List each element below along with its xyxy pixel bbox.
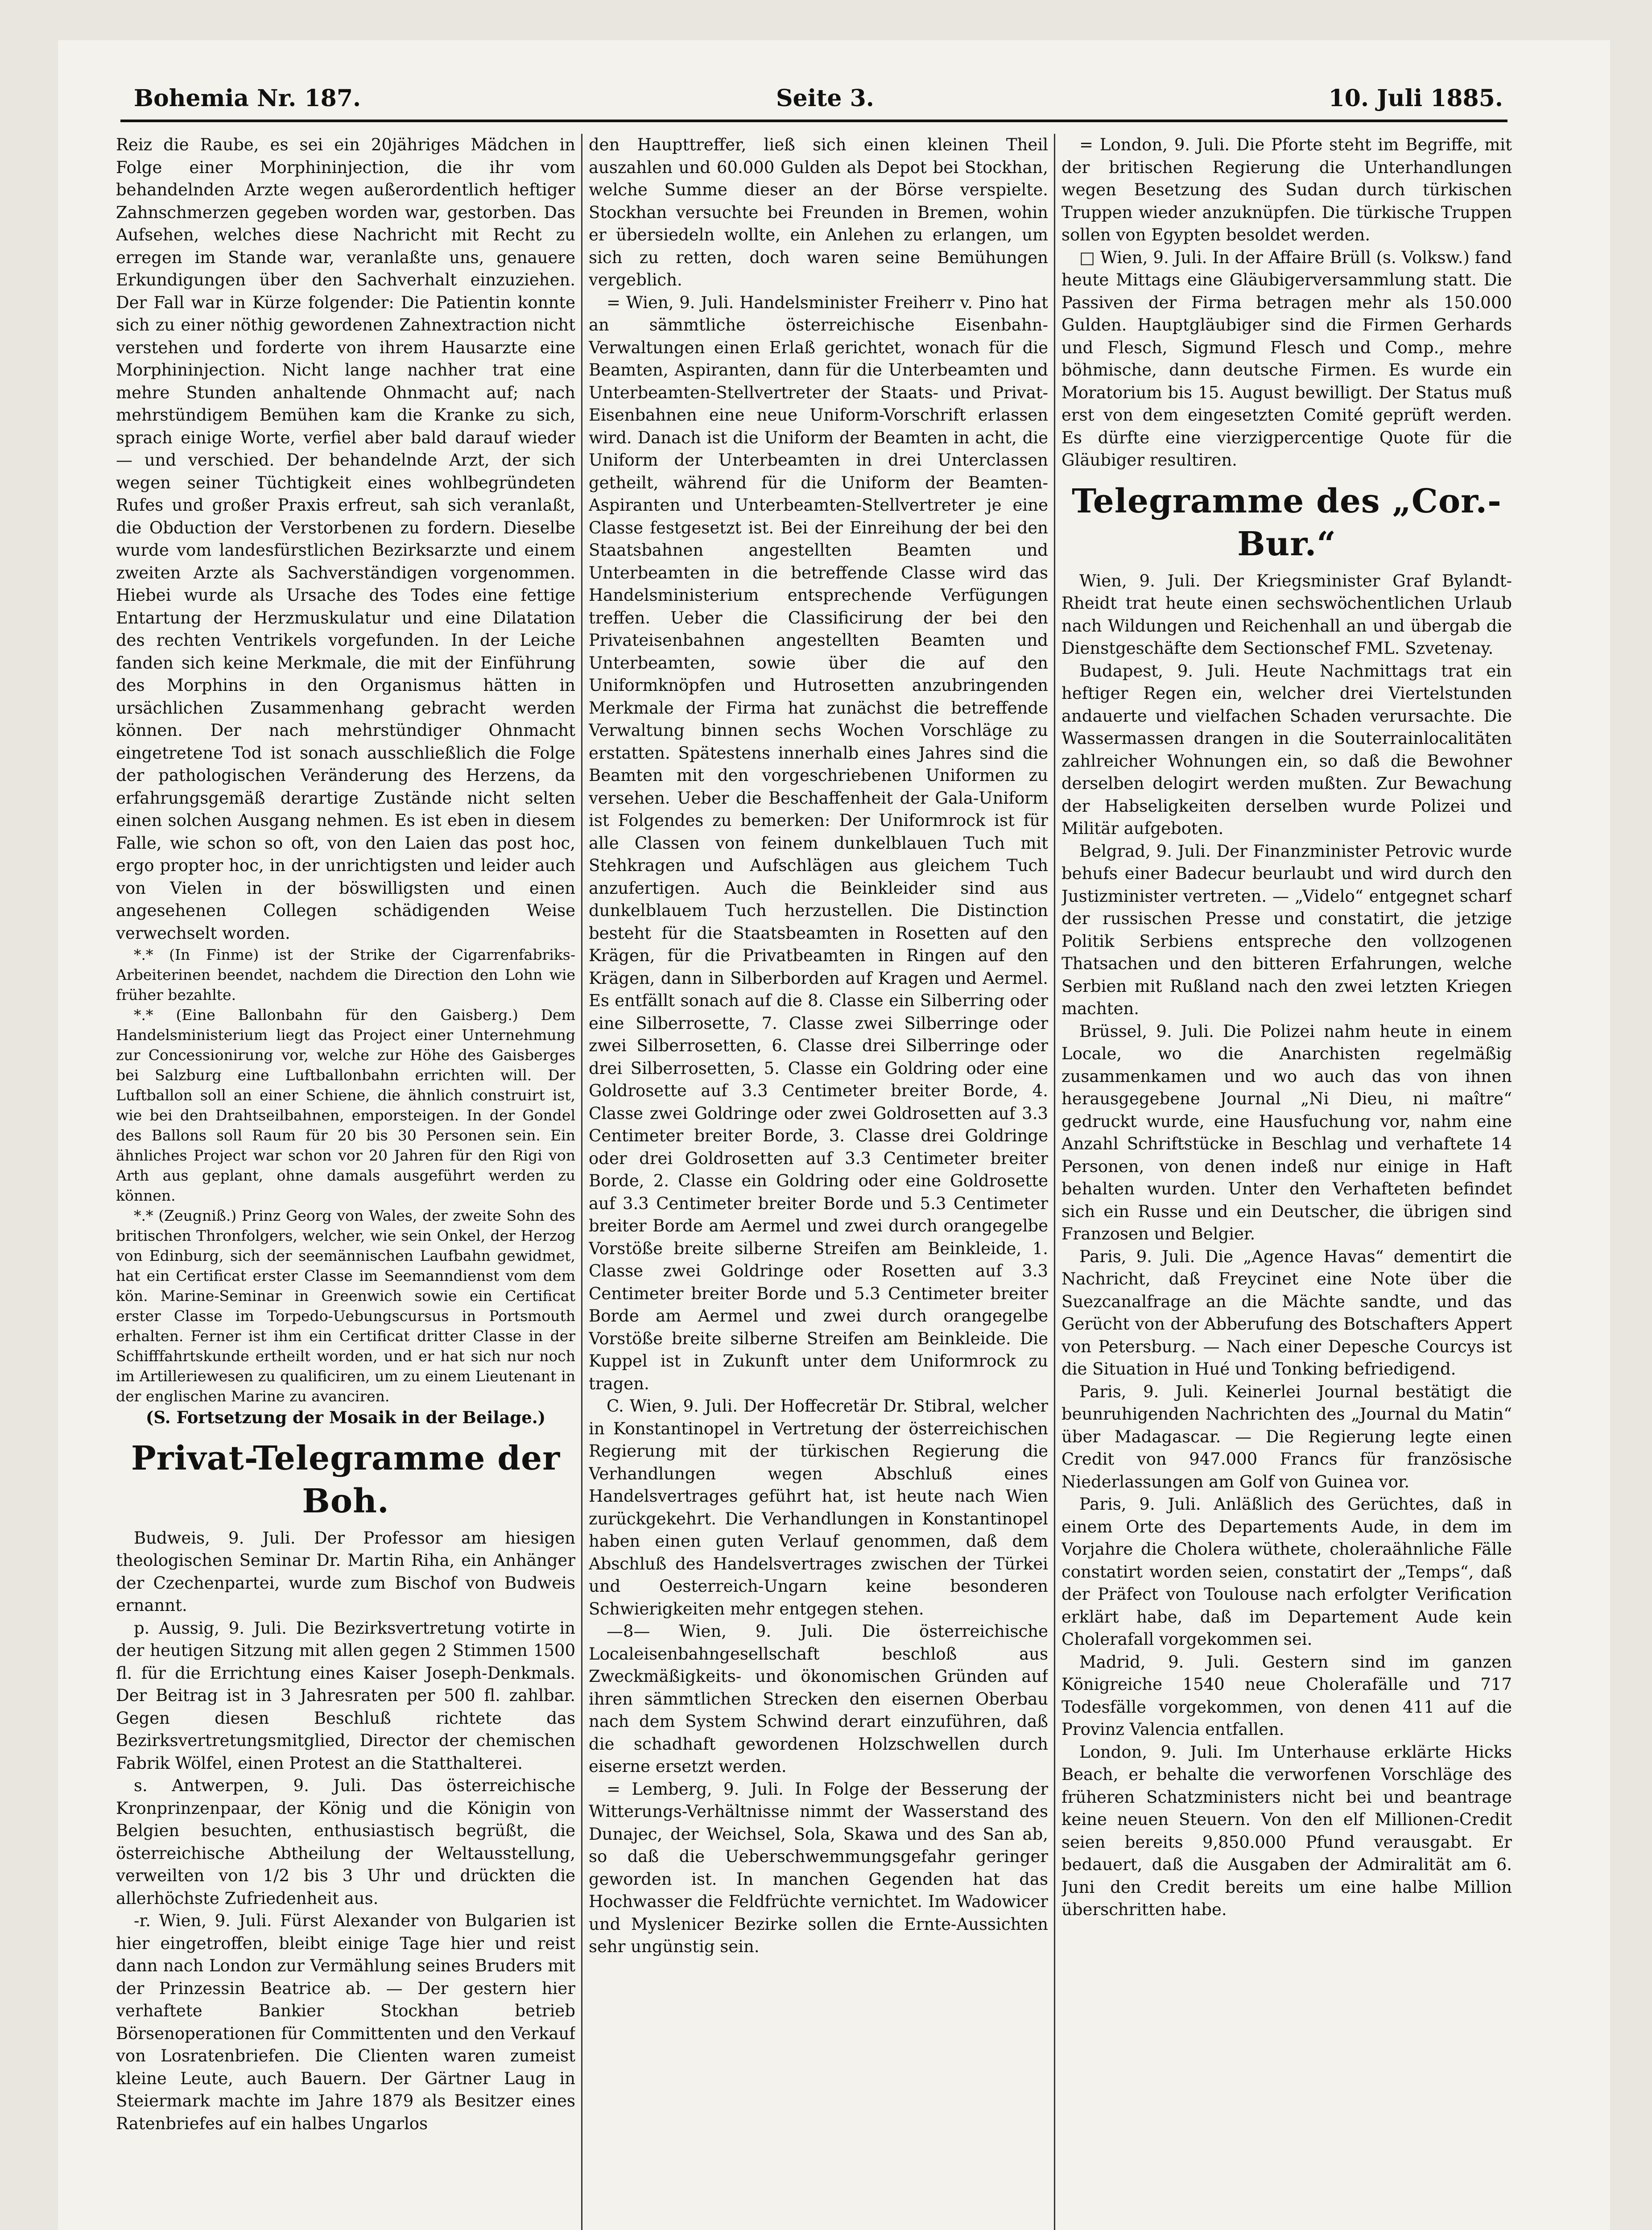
telegram: Belgrad, 9. Juli. Der Finanzminister Petrovic wurde behufs einer Badecur beurlaubt und wird durch den Justizminister vertreten. — „Videlo“ entgegnet scharf der russischen Presse und constatirt, die jetzige Politik Serbiens entspreche den vollzogenen Thatsachen und den bitteren Erfahrungen, welche Serbien mit Rußland nach den zwei letzten Kriegen machten. [1061, 841, 1512, 1018]
column-divider [581, 134, 582, 2230]
header-page-number: Seite 3. [776, 85, 874, 112]
column-2 [589, 134, 1048, 2230]
header-rule [120, 120, 1507, 122]
telegram: = Wien, 9. Juli. Handelsminister Freiherr v. Pino hat an sämmtliche österreichische Eisenbahn-Verwaltungen einen Erlaß gerichtet, wonach für die Beamten, Aspiranten, dann für die Unterbeamten und Unterbeamten-Stellvertreter der Staats- und Privat-Eisenbahnen eine neue Uniform-Vorschrift erlassen wird. Danach ist die Uniform der Beamten in acht, die Uniform der Unterbeamten in drei Unterclassen getheilt, während für die Uniform der Beamten-Aspiranten und Unterbeamten-Stellvertreter je eine Classe festgesetzt ist. Bei der Einreihung der bei den Staatsbahnen angestellten Beamten und Unterbeamten in die betreffende Classe wird das Handelsministerium entsprechende Verfügungen treffen. Ueber die Classificirung der bei den Privateisenbahnen angestellten Beamten und Unterbeamten, sowie über die auf den Uniformknöpfen und Hutrosetten anzubringenden Merkmale der Firma hat zunächst die betreffende Verwaltung binnen sechs Wochen Vorschläge zu erstatten. Spätestens innerhalb eines Jahres sind die Beamten mit den vorgeschriebenen Uniformen zu versehen. Ueber die Beschaffenheit der Gala-Uniform ist Folgendes zu bemerken: Der Uniformrock ist für alle Classen von feinem dunkelblauen Tuch mit Stehkragen und Aufschlägen aus gleichem Tuch anzufertigen. Auch die Beinkleider sind aus dunkelblauem Tuch herzustellen. Die Distinction besteht für die Staatsbeamten in Rosetten auf den Krägen, für die Privatbeamten in Ringen auf den Krägen, dann in Silberborden auf Kragen und Aermel. Es entfällt sonach auf die 8. Classe ein Silberring oder eine Silberrosette, 7. Classe zwei Silberringe oder zwei Silberrosetten, 6. Classe drei Silberringe oder drei Silberrosetten, 5. Classe ein Goldring oder eine Goldrosette auf 3.3 Centimeter breiter Borde, 4. Classe zwei Goldringe oder zwei Goldrosetten auf 3.3 Centimeter breiter Borde, 3. Classe drei Goldringe oder drei Goldrosetten auf 3.3 Centimeter breiter Borde, 2. Classe ein Goldring oder eine Goldrosette auf 3.3 Centimeter breiter Borde und 5.3 Centimeter breiter Borde am Aermel und zwei durch orangegelbe Vorstöße breite silberne Streifen am Beinkleide, 1. Classe zwei Goldringe oder Rosetten auf 3.3 Centimeter breiter Borde und 5.3 Centimeter breiter Borde am Aermel und zwei durch orangegelbe Vorstöße breite silberne Streifen am Beinkleide. Die Kuppel ist in Zukunft unter dem Uniformrock zu tragen. [589, 293, 1048, 1393]
section-heading: Privat-Telegramme der Boh. [131, 1439, 561, 1520]
article-text: *.* (Eine Ballonbahn für den Gaisberg.) Dem Handelsministerium liegt das Project einer Unternehmung zur Concessionirung vor, welche zur Höhe des Gaisberges bei Salzburg eine Luftballonbahn errichten will. Der Luftballon soll an einer Schiene, die ähnlich construirt ist, wie bei den Drahtseilbahnen, emporsteigen. In der Gondel des Ballons soll Raum für 20 bis 30 Personen sein. Ein ähnliches Project war schon vor 20 Jahren für den Rigi von Arth aus geplant, ohne damals ausgeführt werden zu können. [116, 1006, 575, 1204]
column-1 [116, 134, 575, 2230]
telegram: Budweis, 9. Juli. Der Professor am hiesigen theologischen Seminar Dr. Martin Riha, ein Anhänger der Czechenpartei, wurde zum Bischof von Budweis ernannt. [116, 1528, 575, 1615]
column-divider [1054, 134, 1055, 2230]
telegram: C. Wien, 9. Juli. Der Hoffecretär Dr. Stibral, welcher in Konstantinopel in Vertretung der österreichischen Regierung mit der türkischen Regierung die Verhandlungen wegen Abschluß eines Handelsvertrages geführt hat, ist heute nach Wien zurückgekehrt. Die Verhandlungen in Konstantinopel haben einen guten Verlauf genommen, daß dem Abschluß des Handelsvertrages zwischen der Türkei und Oesterreich-Ungarn keine besonderen Schwierigkeiten mehr entgegen stehen. [589, 1396, 1048, 1619]
continuation-note: (S. Fortsetzung der Mosaik in der Beilage.) [145, 1408, 546, 1427]
telegram: = London, 9. Juli. Die Pforte steht im Begriffe, mit der britischen Regierung die Unterhandlungen wegen Besetzung des Sudan durch türkischen Truppen wieder anzuknüpfen. Die türkische Truppen sollen von Egypten besoldet werden. [1061, 135, 1512, 244]
section-heading: Telegramme des „Cor.-Bur.“ [1072, 482, 1502, 563]
telegram: = Lemberg, 9. Juli. In Folge der Besserung der Witterungs-Verhältnisse nimmt der Wasserstand des Dunajec, der Weichsel, Sola, Skawa und des San ab, so daß die Ueberschwemmungsgefahr geringer geworden ist. In manchen Gegenden hat das Hochwasser die Feldfrüchte vernichtet. Im Wadowicer und Myslenicer Bezirke sollen die Ernte-Aussichten sehr ungünstig sein. [589, 1779, 1048, 1956]
telegram: Budapest, 9. Juli. Heute Nachmittags trat ein heftiger Regen ein, welcher drei Viertelstunden andauerte und vielfachen Schaden verursachte. Die Wassermassen drangen in die Souterrainlocalitäten zahlreicher Wohnungen ein, so daß die Bewohner derselben delogirt werden mußten. Zur Bewachung der Habseligkeiten derselben wurde Polizei und Militär aufgeboten. [1061, 661, 1512, 838]
article-text: den Haupttreffer, ließ sich einen kleinen Theil auszahlen und 60.000 Gulden als Depot bei Stockhan, welche Summe dieser an der Börse verspielte. Stockhan versuchte bei Freunden in Bremen, wohin er übersiedeln wollte, ein Anlehen zu erlangen, um sich zu retten, doch waren seine Bemühungen vergeblich. [589, 135, 1048, 289]
telegram: —8— Wien, 9. Juli. Die österreichische Localeisenbahngesellschaft beschloß aus Zweckmäßigkeits- und ökonomischen Gründen auf ihren sämmtlichen Strecken den eisernen Oberbau nach dem System Schwind derart einzuführen, daß die schadhaft gewordenen Holzschwellen durch eiserne ersetzt werden. [589, 1622, 1048, 1776]
telegram: London, 9. Juli. Im Unterhause erklärte Hicks Beach, er behalte die verworfenen Vorschläge des früheren Schatzministers nicht bei und beantrage keine neuen Steuern. Von den elf Millionen-Credit seien bereits 9,850.000 Pfund verausgabt. Er bedauert, daß die Ausgaben der Admiralität am 6. Juni den Credit bereits um eine halbe Million überschritten habe. [1061, 1742, 1512, 1919]
telegram: -r. Wien, 9. Juli. Fürst Alexander von Bulgarien ist hier eingetroffen, bleibt einige Tage hier und reist dann nach London zur Vermählung seines Bruders mit der Prinzessin Beatrice ab. — Der gestern hier verhaftete Bankier Stockhan betrieb Börsenoperationen für Committenten und den Verkauf von Losratenbriefen. Die Clienten waren zumeist kleine Leute, auch Bauern. Der Gärtner Laug in Steiermark machte im Jahre 1879 als Besitzer eines Ratenbriefes auf ein halbes Ungarlos [116, 1911, 575, 2133]
header-publication: Bohemia Nr. 187. [134, 85, 361, 112]
telegram: Wien, 9. Juli. Der Kriegsminister Graf Bylandt-Rheidt trat heute einen sechswöchentlichen Urlaub nach Wildungen und Reichenhall an und übergab die Dienstgeschäfte dem Sectionschef FML. Szvetenay. [1061, 571, 1512, 658]
page-header [134, 85, 1503, 116]
article-text: *.* (Zeugniß.) Prinz Georg von Wales, der zweite Sohn des britischen Thronfolgers, welcher, wie sein Onkel, der Herzog von Edinburg, sich der seemännischen Laufbahn gewidmet, hat ein Certificat erster Classe im Seemanndienst vom dem kön. Marine-Seminar in Greenwich sowie ein Certificat erster Classe im Torpedo-Uebungscursus in Portsmouth erhalten. Ferner ist ihm ein Certificat dritter Classe in der Schifffahrtskunde ertheilt worden, und er hat sich nur noch im Artilleriewesen zu qualificiren, um zu einem Lieutenant in der englischen Marine zu avanciren. [116, 1207, 575, 1405]
telegram: Paris, 9. Juli. Die „Agence Havas“ dementirt die Nachricht, daß Freycinet eine Note über die Suezcanalfrage an die Mächte sandte, und das Gerücht von der Abberufung des Botschafters Appert von Petersburg. — Nach einer Depesche Courcys ist die Situation in Hué und Tonking befriedigend. [1061, 1247, 1512, 1379]
column-3 [1061, 134, 1512, 2230]
article-text: Reiz die Raube, es sei ein 20jähriges Mädchen in Folge einer Morphininjection, die ihr vom behandelnden Arzte wegen außerordentlich heftiger Zahnschmerzen gegeben worden war, gestorben. Das Aufsehen, welches diese Nachricht mit Recht zu erregen im Stande war, veranlaßte uns, genauere Erkundigungen über den Sachverhalt einzuziehen. Der Fall war in Kürze folgender: Die Patientin konnte sich zu einer nöthig gewordenen Zahnextraction nicht verstehen und forderte von ihrem Hausarzte eine Morphininjection. Nicht lange nachher trat eine mehre Stunden anhaltende Ohnmacht auf; nach mehrstündigem Bemühen kam die Kranke zu sich, sprach einige Worte, verfiel aber bald darauf wieder — und verschied. Der behandelnde Arzt, der sich wegen seiner Tüchtigkeit eines wohlbegründeten Rufes und großer Praxis erfreut, sah sich veranlaßt, die Obduction der Verstorbenen zu fordern. Dieselbe wurde vom landesfürstlichen Bezirksarzte und einem zweiten Arzte als Sachverständigen vorgenommen. Hiebei wurde als Ursache des Todes eine fettige Entartung der Herzmuskulatur und eine Dilatation des rechten Ventrikels vorgefunden. In der Leiche fanden sich keine Merkmale, die mit der Einführung des Morphins in den Organismus hätten in ursächlichen Zusammenhang gebracht werden können. Der nach mehrstündiger Ohnmacht eingetretene Tod ist sonach ausschließlich die Folge der pathologischen Veränderung des Herzens, da erfahrungsgemäß derartige Zustände nicht selten einen solchen Ausgang nehmen. Es ist eben in diesem Falle, wie schon so oft, von den Laien das post hoc, ergo propter hoc, in der unrichtigsten und leider auch von Vielen in der böswilligsten und einen angesehenen Collegen schädigenden Weise verwechselt worden. [116, 135, 575, 943]
telegram: Madrid, 9. Juli. Gestern sind im ganzen Königreiche 1540 neue Cholerafälle und 717 Todesfälle vorgekommen, von denen 411 auf die Provinz Valencia entfallen. [1061, 1652, 1512, 1739]
telegram: s. Antwerpen, 9. Juli. Das österreichische Kronprinzenpaar, der König und die Königin von Belgien besuchten, enthusiastisch begrüßt, die österreichische Abtheilung der Weltausstellung, verweilten von 1/2 bis 3 Uhr und drückten die allerhöchste Zufriedenheit aus. [116, 1776, 575, 1908]
telegram: Paris, 9. Juli. Keinerlei Journal bestätigt die beunruhigenden Nachrichten des „Journal du Matin“ über Madagascar. — Die Regierung legte einen Credit von 947.000 Francs für französische Niederlassungen am Golf von Guinea vor. [1061, 1382, 1512, 1491]
telegram: Paris, 9. Juli. Anläßlich des Gerüchtes, daß in einem Orte des Departements Aude, in dem im Vorjahre die Cholera wüthete, choleraähnliche Fälle constatirt worden seien, constatirt der „Temps“, daß der Präfect von Toulouse nach erfolgter Verification erklärt habe, daß im Departement Aude kein Cholerafall vorgekommen sei. [1061, 1495, 1512, 1649]
telegram: Brüssel, 9. Juli. Die Polizei nahm heute in einem Locale, wo die Anarchisten regelmäßig zusammenkamen und wo auch das von ihnen herausgegebene Journal „Ni Dieu, ni maître“ gedruckt wurde, eine Hausfuchung vor, nahm eine Anzahl Schriftstücke in Beschlag und verhaftete 14 Personen, von denen indeß nur einige in Haft behalten wurden. Unter den Verhafteten befindet sich ein Russe und ein Deutscher, die übrigen sind Franzosen und Belgier. [1061, 1021, 1512, 1243]
telegram: □ Wien, 9. Juli. In der Affaire Brüll (s. Volksw.) fand heute Mittags eine Gläubigerversammlung statt. Die Passiven der Firma betragen mehr als 150.000 Gulden. Hauptgläubiger sind die Firmen Gerhards und Flesch, Sigmund Flesch und Comp., mehre böhmische, dann deutsche Firmen. Es wurde ein Moratorium bis 15. August bewilligt. Der Status muß erst von dem eingesetzten Comité geprüft werden. Es dürfte eine vierzigpercentige Quote für die Gläubiger resultiren. [1061, 248, 1512, 470]
telegram: p. Aussig, 9. Juli. Die Bezirksvertretung votirte in der heutigen Sitzung mit allen gegen 2 Stimmen 1500 fl. für die Errichtung eines Kaiser Joseph-Denkmals. Der Beitrag ist in 3 Jahresraten per 500 fl. zahlbar. Gegen diesen Beschluß richtete das Bezirksvertretungsmitglied, Director der chemischen Fabrik Wölfel, einen Protest an die Statthalterei. [116, 1618, 575, 1773]
article-text: *.* (In Finme) ist der Strike der Cigarrenfabriks-Arbeiterinen beendet, nachdem die Direction den Lohn wie früher bezahlte. [116, 946, 575, 1004]
header-date: 10. Juli 1885. [1328, 85, 1503, 112]
